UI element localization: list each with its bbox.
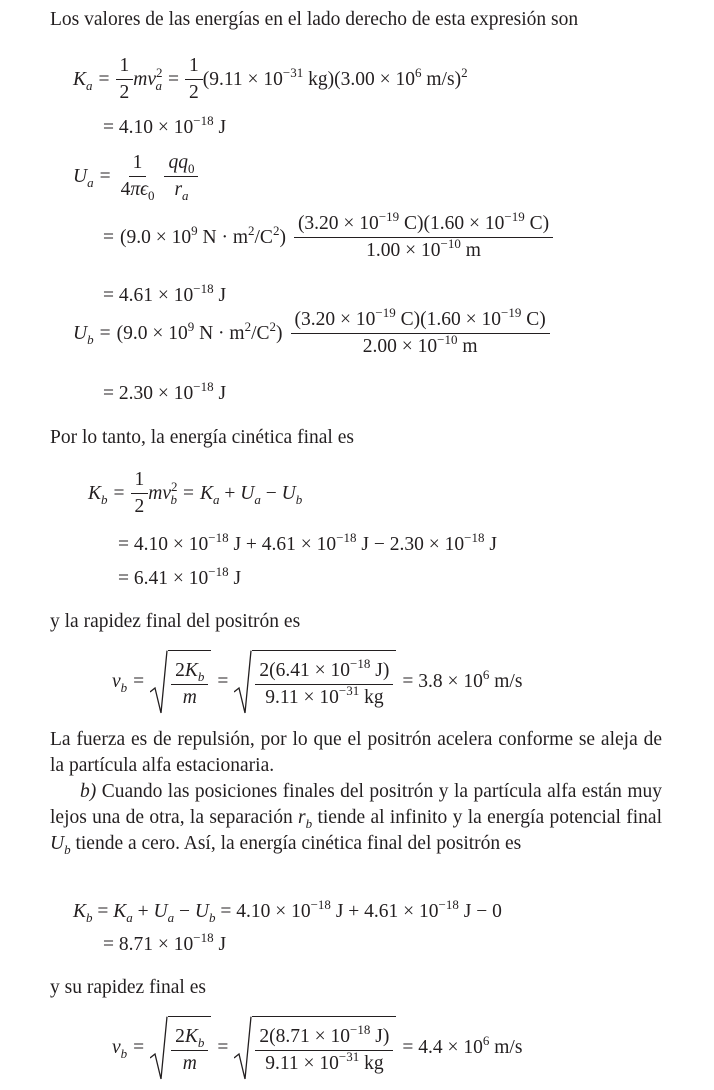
text-rapidez: y la rapidez final del positrón es [50,611,301,632]
text-por-lo-tanto: Por lo tanto, la energía cinética final es [50,427,354,448]
equation-ub: $U_b$ = ($9.0 \times 10^9$ $N \cdot m^2/C^2$) $\frac{(3.20 \times 10^{-19} C)(1.60 \times 10^{-19} C)}{2.00 \times 10^{-10} m}$ [73,310,550,358]
equation-ua: $U_a$ = $\frac{1}{4\pi\epsilon_0}$ $\frac{qq_0}{r_a}$ [73,153,198,201]
equation-vb1: $v_b$ = $\frac{2K_b}{m}$ = $\frac{2(6.41 \times 10^{-18} J)}{9.11 \times 10^{-31} kg}$ = $3.8 \times 10^6$ m/s [112,650,522,714]
intro-text: Los valores de las energías en el lado derecho de esta expresión son [50,9,579,30]
equation-ua-result: = $4.61 \times 10^{-18}$ J [103,281,227,306]
equation-ua-values-full: = ($9.0 \times 10^9$ $N \cdot m^2/C^2$) $\frac{(3.20 \times 10^{-19} C)(1.60 \times 10^{-19} C)}{1.00 \times 10^{-10} m}$ [103,214,553,262]
equation-kb-line2: = $4.10 \times 10^{-18}$ $J + 4.61 \times 10^{-18}$ $J - 2.30 \times 10^{-18}$ J [118,530,497,555]
equation-ka-result: = $4.10 \times 10^{-18}$ J [103,113,227,138]
text-su-rapidez: y su rapidez final es [50,977,206,998]
sqrt-symbol: $\frac{2K_b}{m}$ [150,1016,211,1080]
sqrt-symbol: $\frac{2(6.41 \times 10^{-18} J)}{9.11 \times 10^{-31} kg}$ [234,650,396,714]
equation-kb2: $K_b = K_a + U_a - U_b = 4.10 \times 10^{-18}$ $J + 4.61 \times 10^{-18}$ J − 0 [73,897,502,925]
sqrt-symbol: $\frac{2(8.71 \times 10^{-18} J)}{9.11 \times 10^{-31} kg}$ [234,1016,396,1080]
equation-vb2: $v_b$ = $\frac{2K_b}{m}$ = $\frac{2(8.71 \times 10^{-18} J)}{9.11 \times 10^{-31} kg}$ = $4.4 \times 10^6$ m/s [112,1016,522,1080]
equation-ka: $K_a$ = $\frac{1}{2}$ $mv^2_a$ = $\frac{1}{2}$ ($9.11 \times 10^{-31}$ $kg)(3.00 \times 10^6$ m/s)$^2$ [73,55,468,104]
equation-kb2-result: = $8.71 \times 10^{-18}$ J [103,930,227,955]
equation-kb: $K_b$ = $\frac{1}{2}$ $mv^2_b$ = $K_a + U_a - U_b$ [88,469,303,518]
equation-ub-result: = $2.30 \times 10^{-18}$ J [103,379,227,404]
paragraph-b: b) Cuando las posiciones finales del positrón y la partícula alfa están muy lejos una de otra, la separación $r_b$ tiende al infinito y la energía potencial final $U_b$ tiende a cero. Así, la energía cinética final del positrón es [50,781,663,857]
sqrt-symbol: $\frac{2K_b}{m}$ [150,650,211,714]
equation-kb-result: = $6.41 \times 10^{-18}$ J [118,564,242,589]
paragraph-fuerza: La fuerza es de repulsión, por lo que el positrón acelera conforme se aleja de la partícula alfa estacionaria. [50,729,662,776]
